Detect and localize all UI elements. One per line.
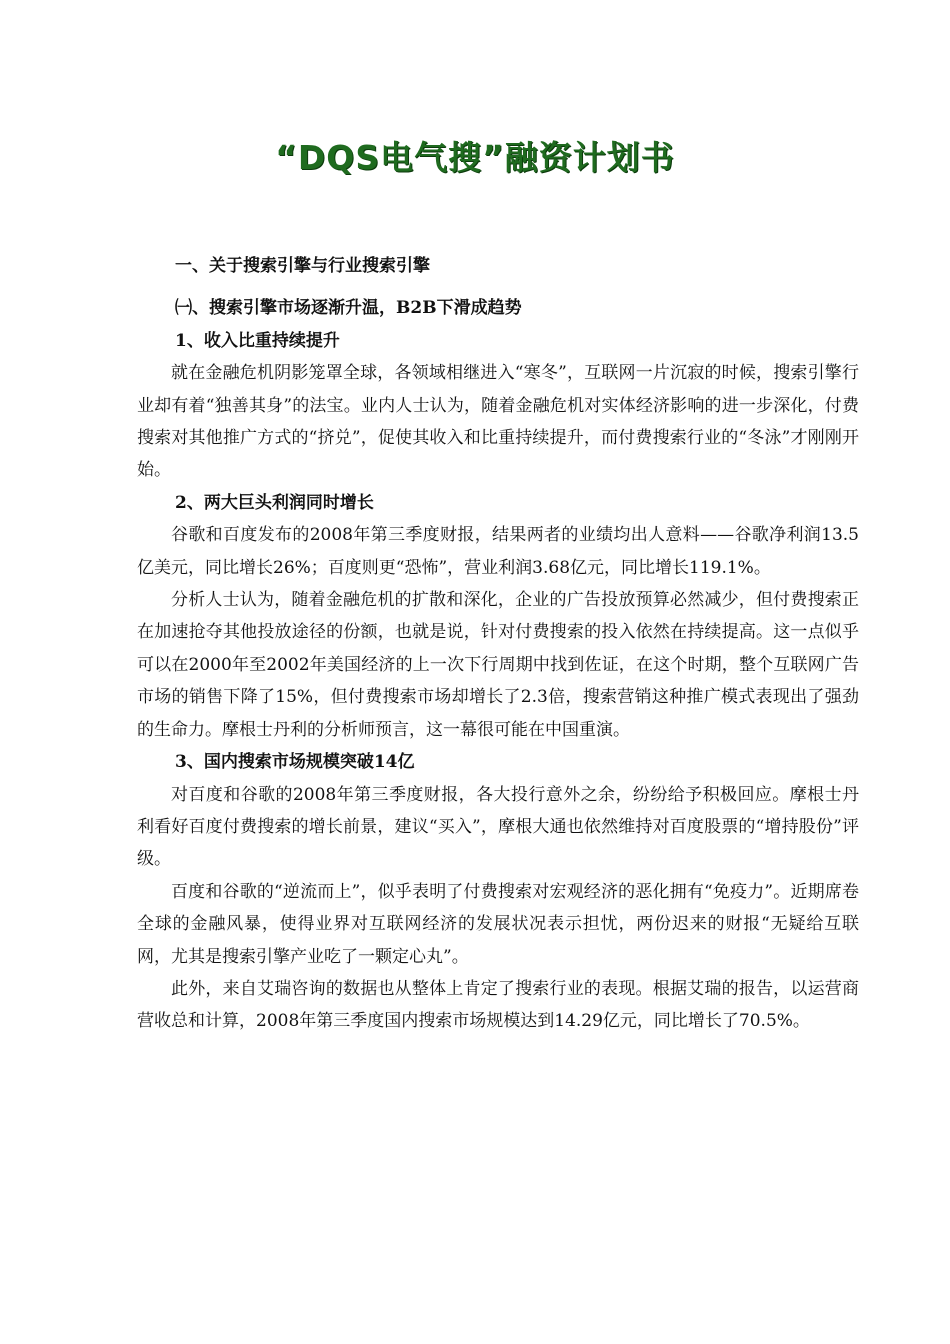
subsection-heading: ㈠、搜索引擎市场逐渐升温，B2B下滑成趋势 xyxy=(175,298,522,319)
paragraph: 就在金融危机阴影笼罩全球，各领域相继进入“寒冬”，互联网一片沉寂的时候，搜索引擎行业却有着“独善其身”的法宝。业内人士认为，随着金融危机对实体经济影响的进一步深化，付费搜索对其他推广方式的“挤兑”，促使其收入和比重持续提升，而付费搜索行业的“冬泳”才刚刚开始。 xyxy=(137,363,859,481)
point-1-heading: 1、收入比重持续提升 xyxy=(175,330,340,351)
document-body xyxy=(137,250,859,1038)
paragraph: 谷歌和百度发布的2008年第三季度财报，结果两者的业绩均出人意料——谷歌净利润13.5亿美元，同比增长26%；百度则更“恐怖”，营业利润3.68亿元，同比增长119.1%。 xyxy=(137,525,859,578)
point-2-heading: 2、两大巨头利润同时增长 xyxy=(175,492,374,513)
paragraph: 对百度和谷歌的2008年第三季度财报，各大投行意外之余，纷纷给予积极回应。摩根士丹利看好百度付费搜索的增长前景，建议“买入”，摩根大通也依然维持对百度股票的“增持股份”评级。 xyxy=(137,784,859,870)
section-heading: 一、关于搜索引擎与行业搜索引擎 xyxy=(175,256,430,276)
document-title: “DQS电气搜”融资计划书 xyxy=(275,138,675,177)
paragraph: 此外，来自艾瑞咨询的数据也从整体上肯定了搜索行业的表现。根据艾瑞的报告，以运营商营收总和计算，2008年第三季度国内搜索市场规模达到14.29亿元，同比增长了70.5%。 xyxy=(137,978,859,1032)
paragraph: 分析人士认为，随着金融危机的扩散和深化，企业的广告投放预算必然减少，但付费搜索正在加速抢夺其他投放途径的份额，也就是说，针对付费搜索的投入依然在持续提高。这一点似乎可以在2000年至2002年美国经济的上一次下行周期中找到佐证，在这个时期，整个互联网广告市场的销售下降了15%，但付费搜索市场却增长了2.3倍，搜索营销这种推广模式表现出了强劲的生命力。摩根士丹利的分析师预言，这一幕很可能在中国重演。 xyxy=(137,590,859,740)
point-3-heading: 3、国内搜索市场规模突破14亿 xyxy=(175,752,415,773)
paragraph: 百度和谷歌的“逆流而上”，似乎表明了付费搜索对宏观经济的恶化拥有“免疫力”。近期席卷全球的金融风暴，使得业界对互联网经济的发展状况表示担忧，两份迟来的财报“无疑给互联网，尤其是搜索引擎产业吃了一颗定心丸”。 xyxy=(137,881,859,967)
